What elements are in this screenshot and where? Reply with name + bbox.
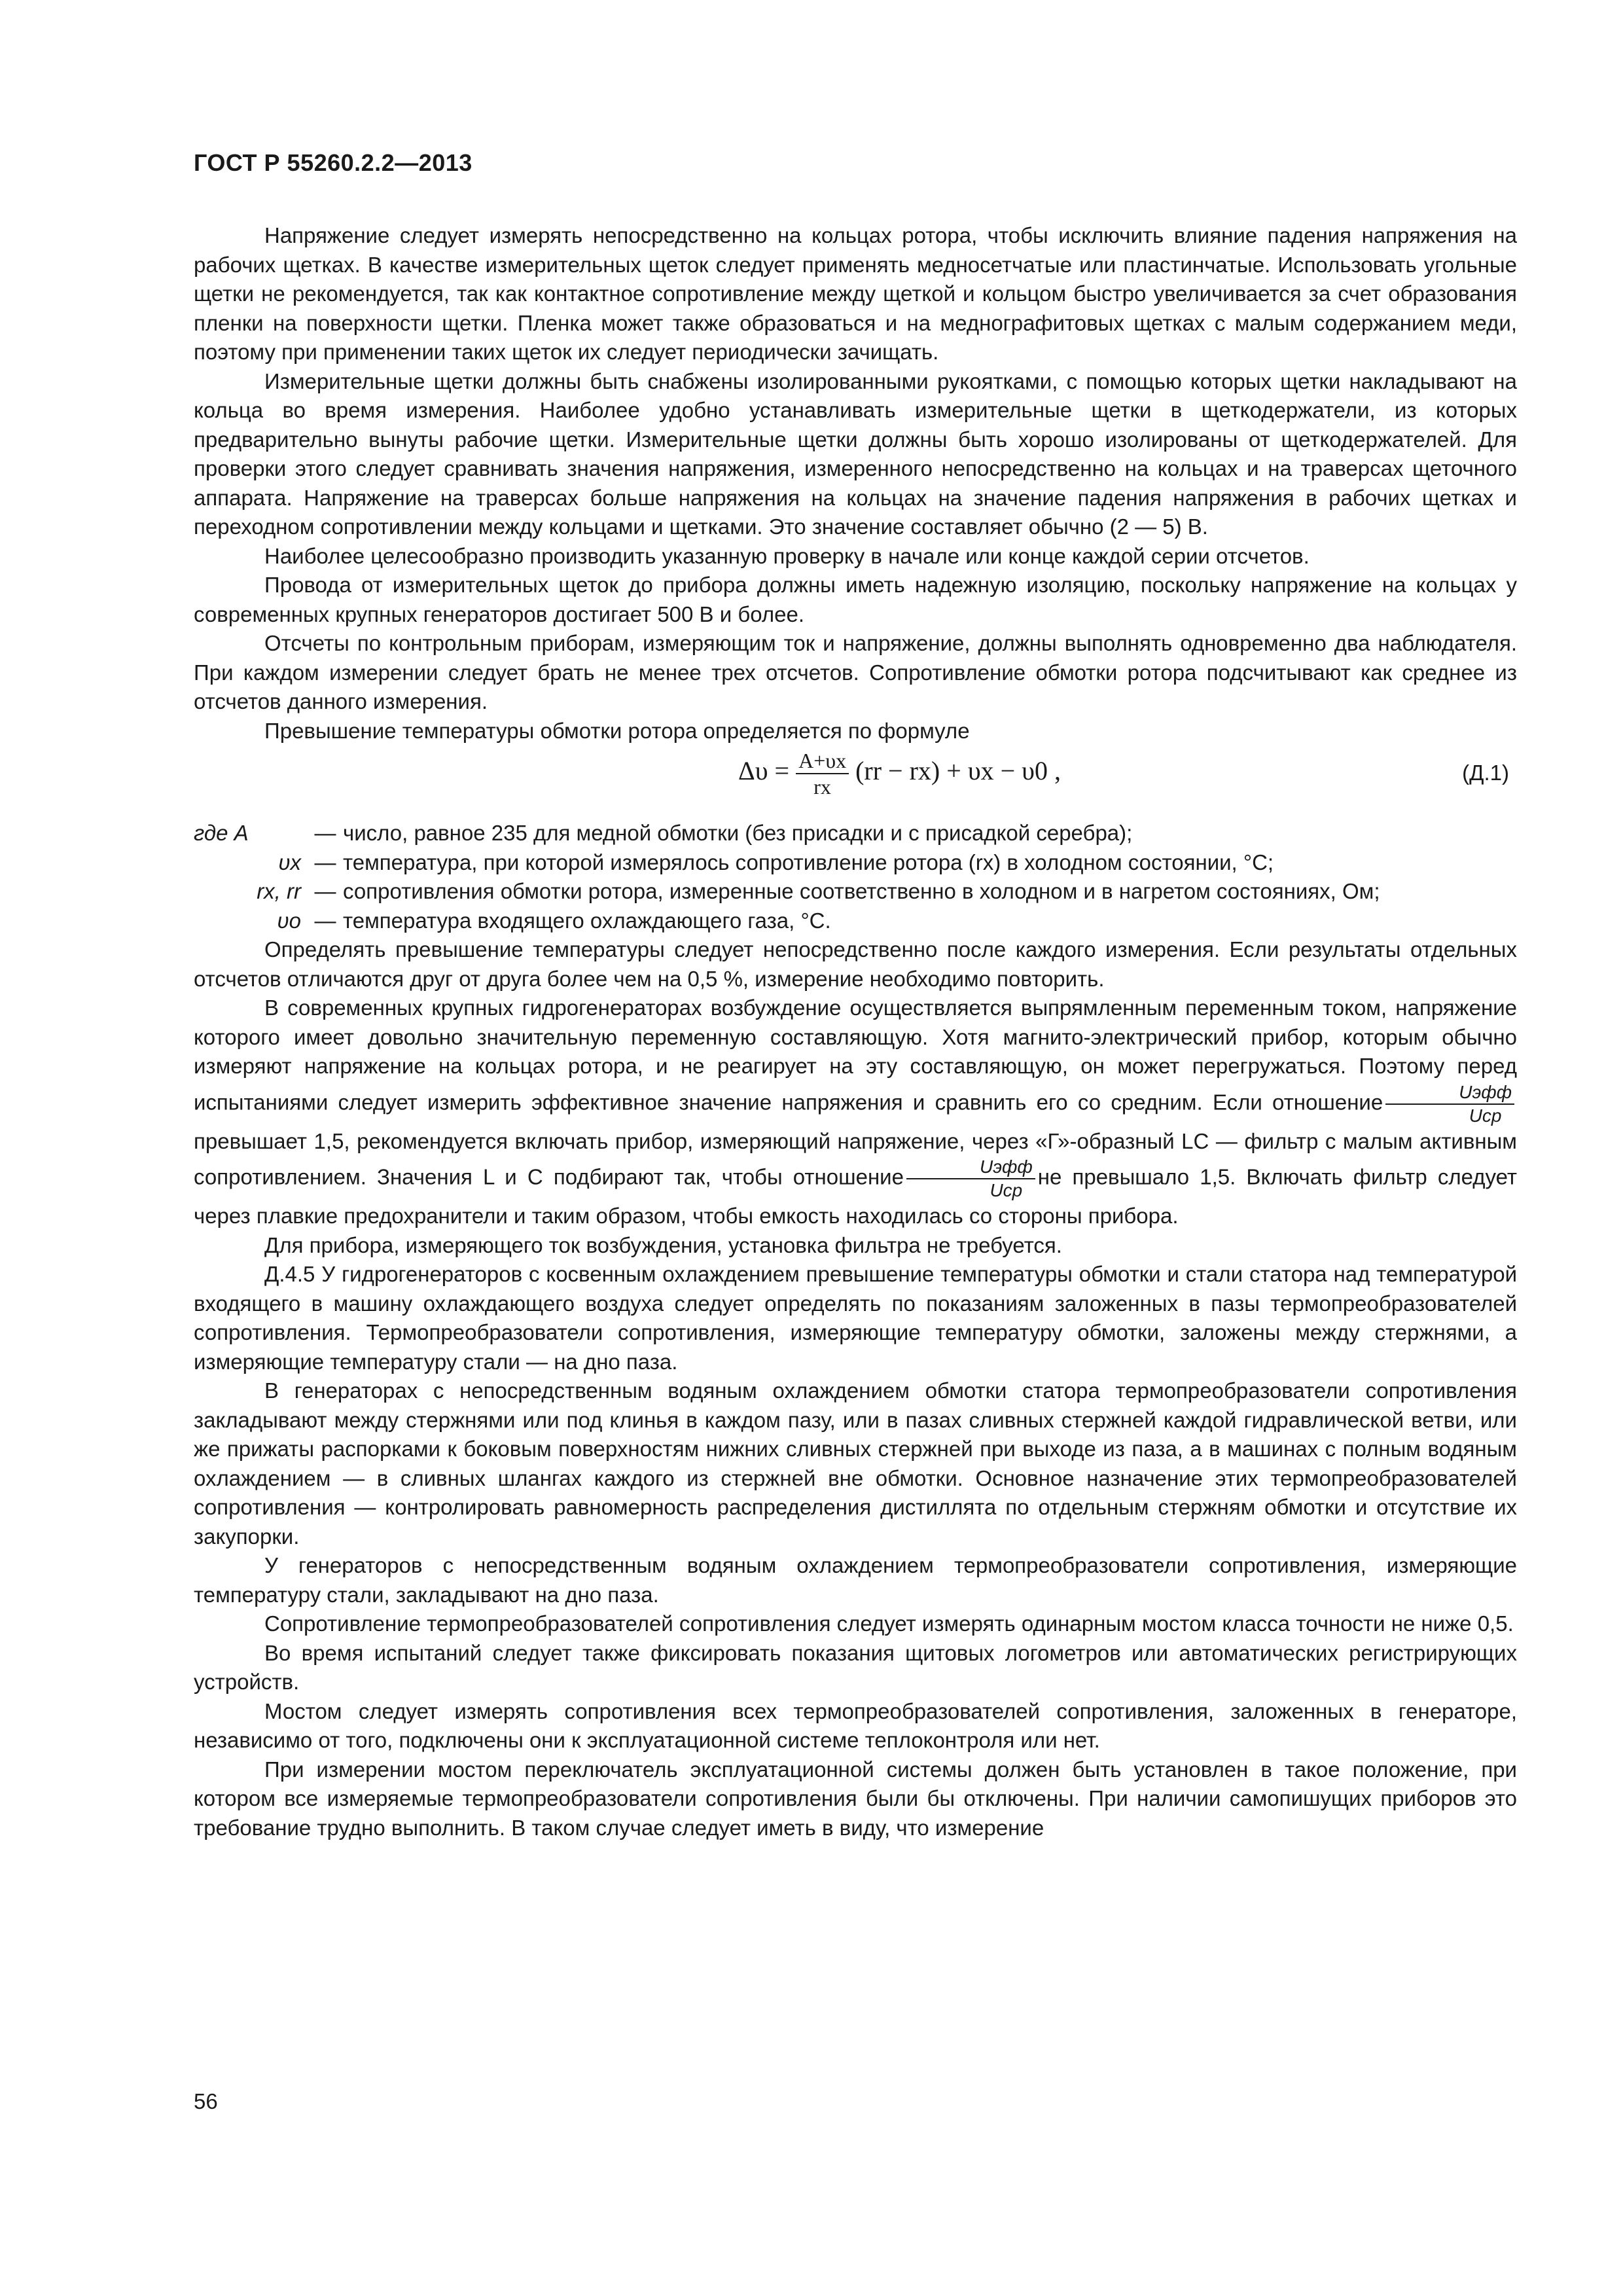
paragraph: При измерении мостом переключатель эксплуатационной системы должен быть установлен в такое положение, при котором все измеряемые термопреобразователи сопротивления были бы отключены. При наличии самопишущих приборов это требование трудно выполнить. В таком случае следует иметь в виду, что измерение	[194, 1757, 1517, 1840]
legend-dash: —	[314, 879, 336, 903]
legend-row	[194, 877, 1517, 906]
paragraph: Превышение температуры обмотки ротора определяется по формуле	[264, 718, 970, 743]
paragraph: Наиболее целесообразно производить указанную проверку в начале или конце каждой серии отсчетов.	[264, 543, 1310, 568]
legend-symbol: где A	[194, 821, 249, 845]
ratio-denominator: Uср	[990, 1180, 1023, 1200]
legend-row	[194, 848, 1517, 878]
page-number: 56	[194, 2089, 218, 2113]
legend-row	[194, 819, 1517, 848]
legend-description: температура входящего охлаждающего газа, °С.	[343, 908, 831, 933]
paragraph: Измерительные щетки должны быть снабжены изолированными рукоятками, с помощью которых щетки накладывают на кольца во время измерения. Наиболее удобно устанавливать измерительные щетки в щеткодержатели, из которых предварительно вынуты рабочие щетки. Измерительные щетки должны быть хорошо изолированы от щеткодержателей. Для проверки этого следует сравнивать значения напряжения, измеренного непосредственно на кольцах и на траверсах щеточного аппарата. Напряжение на траверсах больше напряжения на кольцах на значение падения напряжения в рабочих щетках и переходном сопротивлении между кольцами и щетками. Это значение составляет обычно (2 — 5) В.	[194, 368, 1517, 539]
legend-dash: —	[314, 850, 336, 874]
paragraph: Мостом следует измерять сопротивления всех термопреобразователей сопротивления, заложенных в генераторе, независимо от того, подключены они к эксплуатационной системе теплоконтроля или нет.	[194, 1698, 1517, 1752]
body-text	[194, 221, 1517, 1842]
legend-row	[194, 906, 1517, 936]
ratio-denominator: Uср	[1469, 1105, 1502, 1126]
formula-lhs: Δυ =	[738, 756, 790, 786]
paragraph-ratio	[194, 994, 1517, 1231]
ratio-numerator: Uэфф	[906, 1156, 1035, 1179]
ratio-fraction	[1385, 1081, 1514, 1127]
legend-symbol: υx	[278, 850, 301, 874]
ratio-text-after: не превышало 1,5. Включать фильтр следует через плавкие предохранители и таким образом, чтобы емкость находилась со стороны прибора.	[194, 1164, 1518, 1228]
formula-denominator: rx	[813, 775, 831, 798]
legend-dash: —	[314, 908, 336, 933]
formula-rest: (rr − rx) + υx − υ0 ,	[855, 756, 1061, 786]
legend-dash: —	[314, 821, 336, 845]
paragraph: У генераторов с непосредственным водяным охлаждением термопреобразователи сопротивления, измеряющие температуру стали, закладывают на дно паза.	[194, 1553, 1517, 1607]
formula-numerator: A+υx	[796, 748, 849, 774]
ratio-numerator: Uэфф	[1385, 1081, 1514, 1105]
paragraph: Для прибора, измеряющего ток возбуждения, установка фильтра не требуется.	[264, 1232, 1062, 1257]
formula-fraction	[796, 748, 849, 799]
legend-symbol: υo	[277, 908, 301, 933]
paragraph: Д.4.5 У гидрогенераторов с косвенным охлаждением превышение температуры обмотки и стали статора над температурой входящего в машину охлаждающего воздуха следует определять по показаниям заложенных в пазы термопреобразователей сопротивления. Термопреобразователи сопротивления, измеряющие температуру обмотки, заложены между стержнями, а измеряющие температуру стали — на дно паза.	[194, 1262, 1517, 1374]
paragraph: Отсчеты по контрольным приборам, измеряющим ток и напряжение, должны выполнять одновременно два наблюдателя. При каждом измерении следует брать не менее трех отсчетов. Сопротивление обмотки ротора подсчитывают как среднее из отсчетов данного измерения.	[194, 631, 1517, 713]
ratio-text-before: В современных крупных гидрогенераторах возбуждение осуществляется выпрямленным переменным током, напряжение которого имеет довольно значительную переменную составляющую. Хотя магнито-электрический прибор, которым обычно измеряют напряжение на кольцах ротора, и не реагирует на эту составляющую, он может перегружаться. Поэтому перед испытаниями следует измерить эффективное значение напряжения и сравнить его со средним. Если отношение	[194, 996, 1517, 1115]
paragraph: В генераторах с непосредственным водяным охлаждением обмотки статора термопреобразователи сопротивления закладывают между стержнями или под клинья в каждом пазу, или в пазах сливных стержней каждой гидравлической ветви, или же прижаты распорками к боковым поверхностям нижних сливных стержней при выходе из паза, а в машинах с полным водяным охлаждением — в сливных шлангах каждого из стержней вне обмотки. Основное назначение этих термопреобразователей сопротивления — контролировать равномерность распределения дистиллята по отдельным стержням обмотки и отсутствие их закупорки.	[194, 1378, 1517, 1549]
ratio-text-middle: превышает 1,5, рекомендуется включать прибор, измеряющий напряжение, через «Г»-образный LC — фильтр с малым активным сопротивлением. Значения L и C подбирают так, чтобы отношение	[194, 1128, 1517, 1189]
formula-d1	[738, 748, 1061, 799]
paragraph: Сопротивление термопреобразователей сопротивления следует измерять одинарным мостом класса точности не ниже 0,5.	[264, 1611, 1514, 1636]
document-header: ГОСТ Р 55260.2.2—2013	[194, 149, 473, 176]
formula-number: (Д.1)	[1462, 761, 1509, 785]
paragraph: Определять превышение температуры следует непосредственно после каждого измерения. Если результаты отдельных отсчетов отличаются друг от друга более чем на 0,5 %, измерение необходимо повторить.	[194, 937, 1517, 991]
legend-description: число, равное 235 для медной обмотки (без присадки и с присадкой серебра);	[343, 821, 1133, 845]
paragraph: Напряжение следует измерять непосредственно на кольцах ротора, чтобы исключить влияние падения напряжения на рабочих щетках. В качестве измерительных щеток следует применять медносетчатые или пластинчатые. Использовать угольные щетки не рекомендуется, так как контактное сопротивление между щеткой и кольцом быстро увеличивается за счет образования пленки на поверхности щетки. Пленка может также образоваться и на меднографитовых щетках с малым содержанием меди, поэтому при применении таких щеток их следует периодически зачищать.	[194, 223, 1517, 364]
legend-symbol: rx, rr	[257, 879, 301, 903]
paragraph: Провода от измерительных щеток до прибора должны иметь надежную изоляцию, поскольку напряжение на кольцах у современных крупных генераторов достигает 500 В и более.	[194, 573, 1517, 626]
legend-description: температура, при которой измерялось сопротивление ротора (rx) в холодном состоянии, °С;	[343, 850, 1274, 874]
ratio-fraction	[906, 1156, 1035, 1202]
symbol-legend	[194, 819, 1517, 935]
paragraph: Во время испытаний следует также фиксировать показания щитовых логометров или автоматических регистрирующих устройств.	[194, 1640, 1517, 1694]
legend-description: сопротивления обмотки ротора, измеренные соответственно в холодном и в нагретом состояниях, Ом;	[343, 879, 1380, 903]
formula-block	[194, 745, 1517, 819]
